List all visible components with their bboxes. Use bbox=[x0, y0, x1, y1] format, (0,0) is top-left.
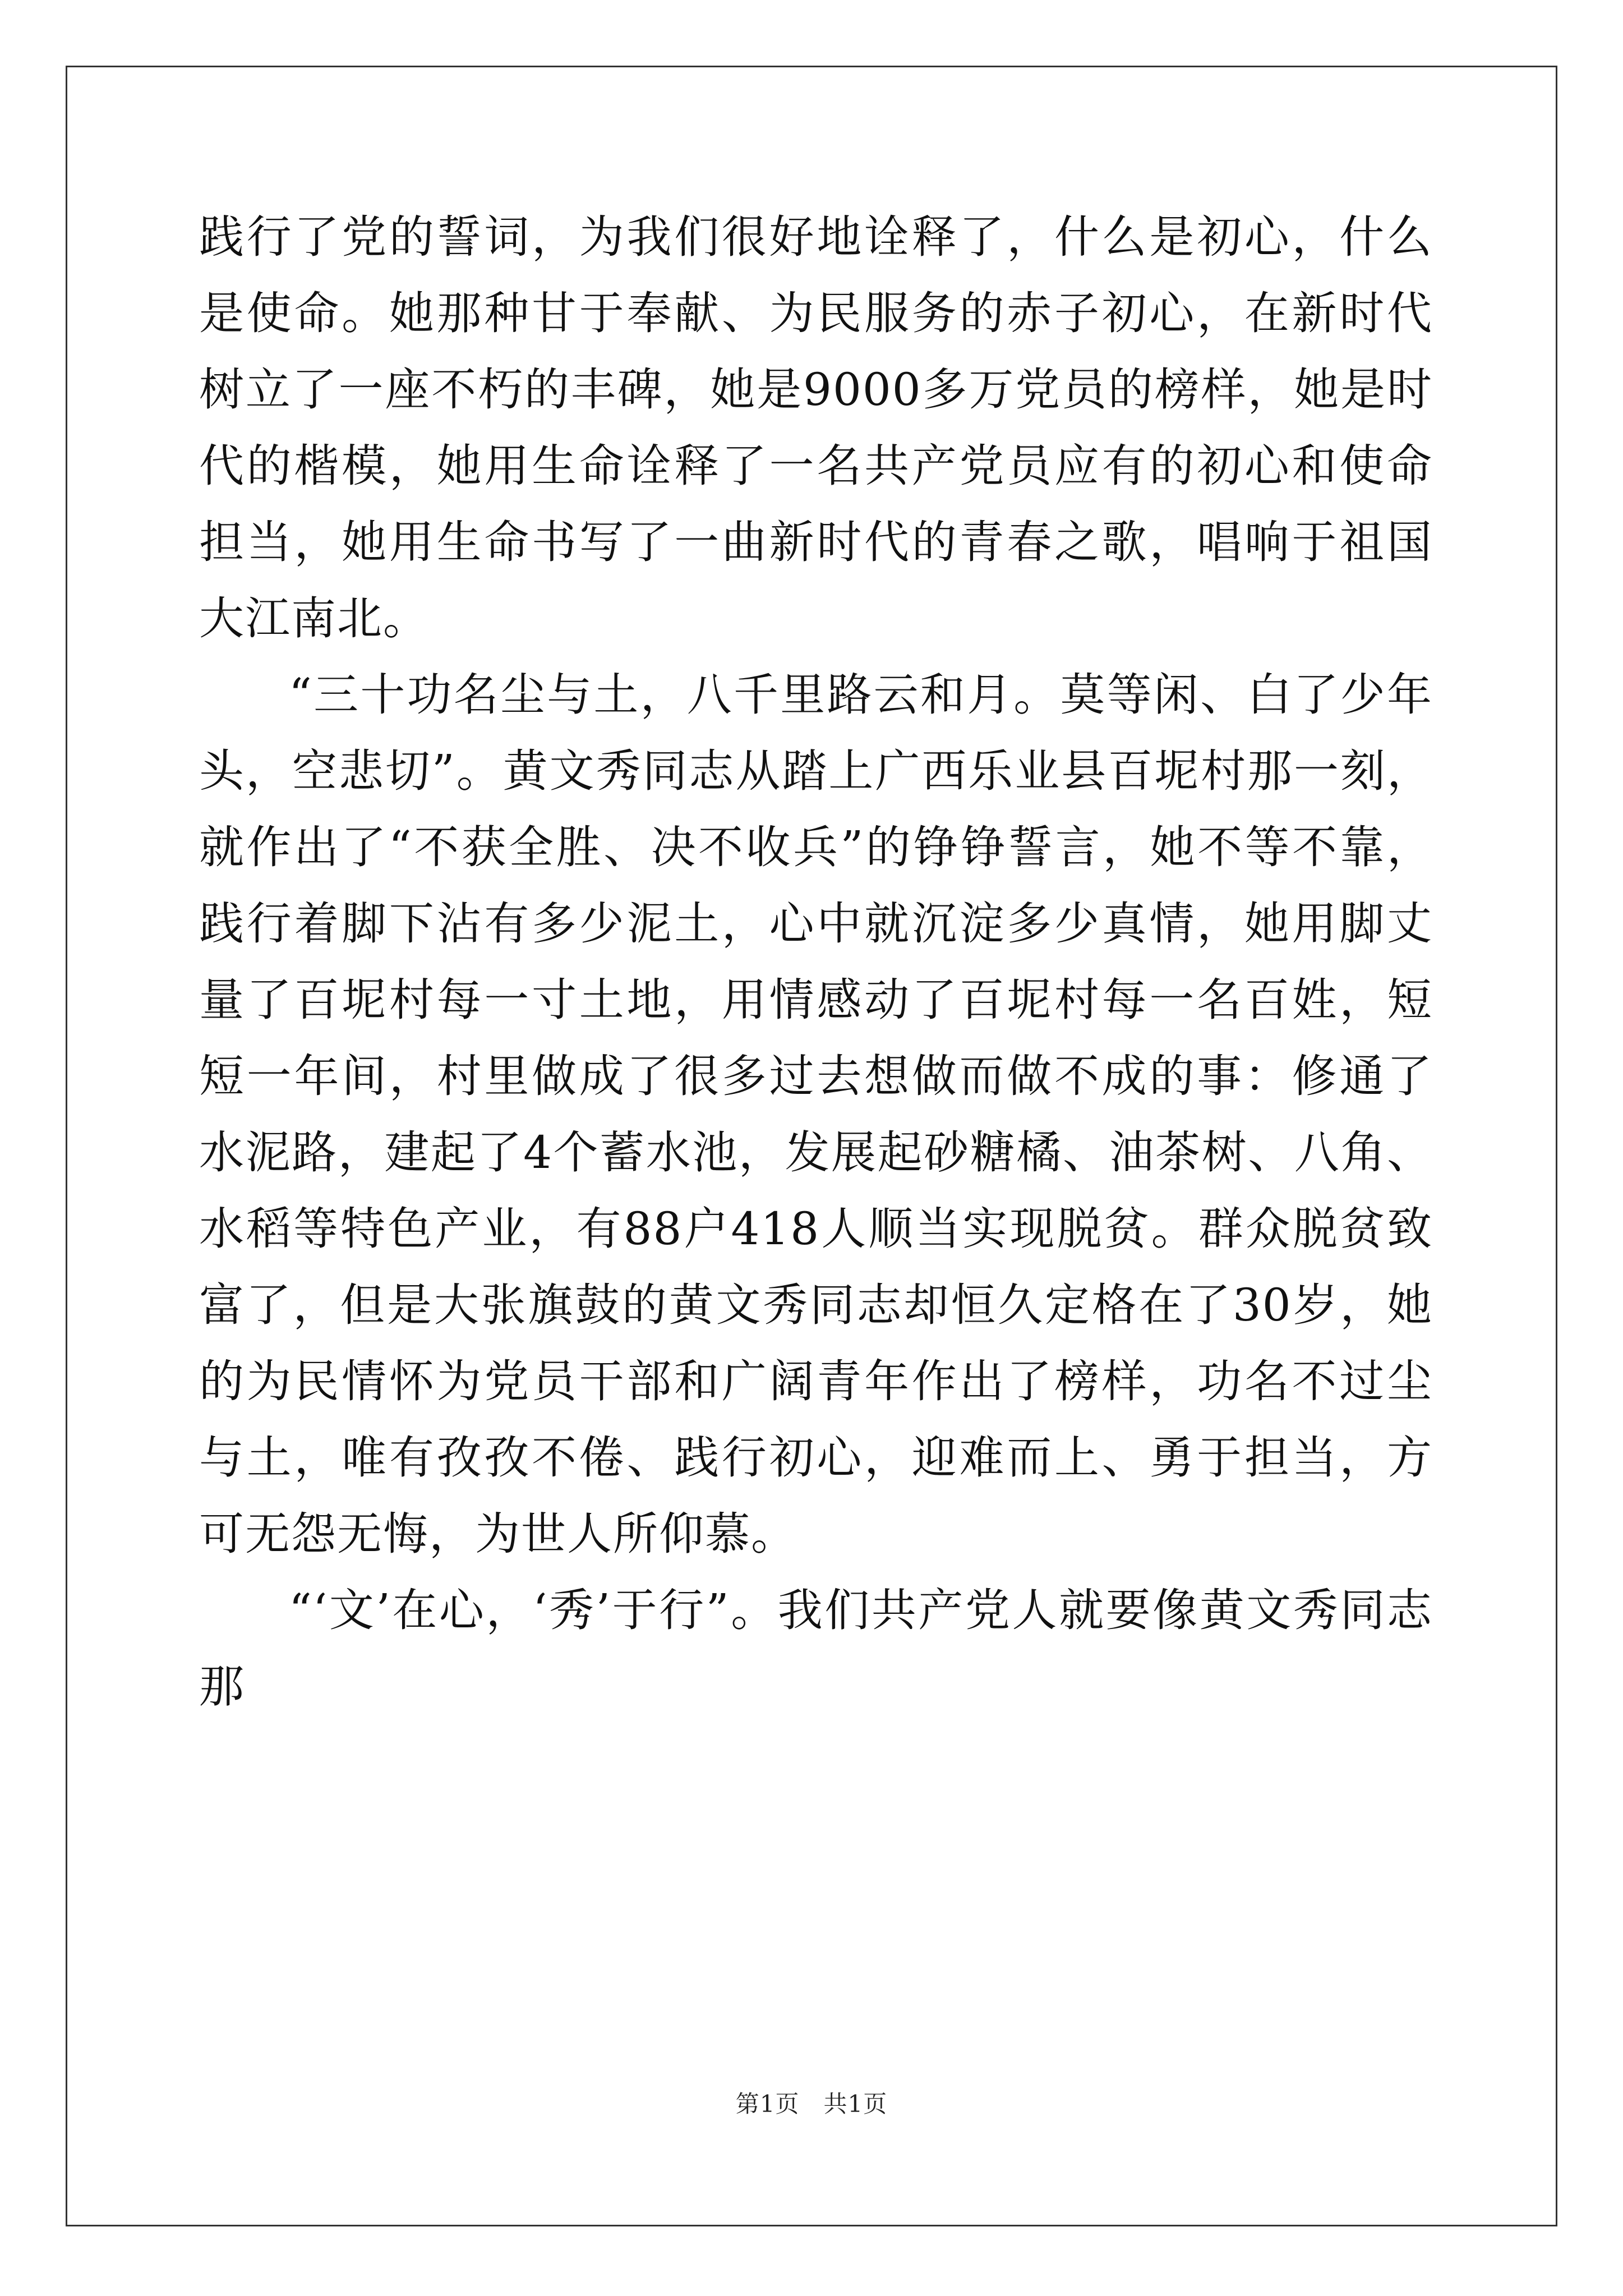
paragraph-1: 践行了党的誓词，为我们很好地诠释了，什么是初心，什么是使命。她那种甘于奉献、为民服务的赤子初心，在新时代树立了一座不朽的丰碑，她是9000多万党员的榜样，她是时代的楷模，她用生命诠释了一名共产党员应有的初心和使命担当，她用生命书写了一曲新时代的青春之歌，唱响于祖国大江南北。 bbox=[199, 211, 1433, 645]
document-body bbox=[199, 199, 1433, 1725]
paragraph-2: “三十功名尘与土，八千里路云和月。莫等闲、白了少年头，空悲切”。黄文秀同志从踏上广西乐业县百坭村那一刻，就作出了“不获全胜、决不收兵”的铮铮誓言，她不等不靠，践行着脚下沾有多少泥土，心中就沉淀多少真情，她用脚丈量了百坭村每一寸土地，用情感动了百坭村每一名百姓，短短一年间，村里做成了很多过去想做而做不成的事：修通了水泥路，建起了4个蓄水池，发展起砂糖橘、油茶树、八角、水稻等特色产业，有88户418人顺当实现脱贫。群众脱贫致富了，但是大张旗鼓的黄文秀同志却恒久定格在了30岁，她的为民情怀为党员干部和广阔青年作出了榜样，功名不过尘与土，唯有孜孜不倦、践行初心，迎难而上、勇于担当，方可无怨无悔，为世人所仰慕。 bbox=[199, 669, 1433, 1560]
page-number-footer: 第1页 共1页 bbox=[735, 2090, 888, 2118]
paragraph-3: “‘文’在心，‘秀’于行”。我们共产党人就要像黄文秀同志那 bbox=[199, 1584, 1433, 1713]
